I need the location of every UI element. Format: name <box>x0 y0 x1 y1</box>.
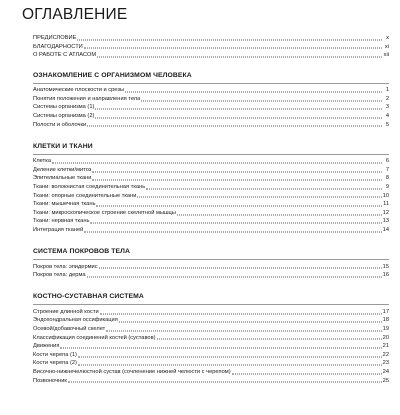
toc-entry-page: 5 <box>385 121 389 128</box>
toc-entry-label: Ткани: микроскопическое строение скелетной мышцы <box>33 209 176 216</box>
toc-entry[interactable] <box>33 334 389 343</box>
dot-leader <box>95 117 382 118</box>
dot-leader <box>52 163 382 164</box>
dot-leader <box>119 322 382 323</box>
dot-leader <box>232 373 382 374</box>
dot-leader <box>87 126 382 127</box>
dot-leader <box>92 180 382 181</box>
toc-entry[interactable] <box>33 103 389 112</box>
section-heading: ОЗНАКОМЛЕНИЕ С ОРГАНИЗМОМ ЧЕЛОВЕКА <box>33 71 389 84</box>
toc-entry-label: Ткани: опорные соединительные ткани <box>33 192 137 199</box>
toc-entry[interactable] <box>33 308 389 317</box>
dot-leader <box>96 206 382 207</box>
toc-entry-page: 4 <box>385 113 389 120</box>
toc-entry[interactable] <box>33 86 389 95</box>
toc-entry[interactable] <box>33 226 389 235</box>
toc-entry-page: 8 <box>385 175 389 182</box>
toc-entry-page: 15 <box>382 263 389 270</box>
toc-entry[interactable] <box>33 342 389 351</box>
dot-leader <box>84 48 382 49</box>
toc-entry[interactable] <box>33 121 389 130</box>
toc-entry-page: 13 <box>382 218 389 225</box>
toc-entry[interactable] <box>33 263 389 272</box>
toc-entry[interactable] <box>33 200 389 209</box>
toc-entry-label: Интеграция тканей <box>33 227 84 233</box>
toc-entry-label: Полости и оболочки <box>33 121 87 128</box>
toc-entry-label: Строение длинной кости <box>33 308 99 315</box>
toc-entry-page: 18 <box>382 317 389 324</box>
dot-leader <box>92 171 382 172</box>
toc-entry-page: 10 <box>382 192 389 199</box>
toc-entry[interactable] <box>33 209 389 218</box>
dot-leader <box>125 92 382 93</box>
toc-entry-page: 3 <box>385 104 389 111</box>
toc-entry-page: 14 <box>382 227 389 233</box>
dot-leader <box>68 382 382 383</box>
toc-entry[interactable] <box>33 351 389 360</box>
toc-entry-page: 21 <box>382 343 389 350</box>
dot-leader <box>87 276 382 277</box>
toc-entry-acknowledgements[interactable] <box>33 43 389 52</box>
toc-entry[interactable] <box>33 95 389 104</box>
dot-leader <box>100 313 382 314</box>
dot-leader <box>97 56 382 57</box>
toc-entry-label: Покров тела: эпидермис <box>33 263 98 270</box>
section-heading: КОСТНО-СУСТАВНАЯ СИСТЕМА <box>33 292 389 305</box>
dot-leader <box>106 330 381 331</box>
toc-entry[interactable] <box>33 271 389 280</box>
toc-entry-page: 25 <box>382 377 389 384</box>
page-title: ОГЛАВЛЕНИЕ <box>22 6 128 23</box>
toc-entry-label: Движения <box>33 343 60 350</box>
toc-entry-page: 1 <box>385 87 389 94</box>
toc-entry[interactable] <box>33 377 389 386</box>
toc-entry-label: Клетка <box>33 158 51 165</box>
toc-entry-page: 17 <box>382 308 389 315</box>
toc-entry[interactable] <box>33 112 389 121</box>
toc-entry-page: 9 <box>385 184 389 191</box>
toc-entry-about-atlas[interactable] <box>33 51 389 60</box>
toc-entry[interactable] <box>33 325 389 334</box>
dot-leader <box>137 197 381 198</box>
toc-entry[interactable] <box>33 157 389 166</box>
toc-entry-page: xi <box>384 43 389 50</box>
toc-entry[interactable] <box>33 359 389 368</box>
dot-leader <box>90 223 381 224</box>
toc-entry-label: Классификация соединений костей (суставов) <box>33 334 156 341</box>
toc-entry-label: Височно-нижнечелюстной сустав (сочленение нижней челюсти с черепом) <box>33 368 231 375</box>
toc-entry-page: xii <box>383 52 389 59</box>
toc-entry[interactable] <box>33 174 389 183</box>
toc-entry-label: Ткани: мышечная ткань <box>33 201 96 208</box>
toc-entry-label: Системы организма (2) <box>33 113 95 120</box>
dot-leader <box>60 347 381 348</box>
dot-leader <box>99 268 382 269</box>
dot-leader <box>146 188 382 189</box>
toc-entry[interactable] <box>33 183 389 192</box>
section-heading: КЛЕТКИ И ТКАНИ <box>33 142 389 155</box>
toc-entry-label: Системы организма (1) <box>33 104 95 111</box>
toc-entry-label: Покров тела: дерма <box>33 272 86 279</box>
toc-entry-label: Кости черепа (1) <box>33 351 77 358</box>
toc-entry[interactable] <box>33 166 389 175</box>
dot-leader <box>157 339 382 340</box>
section-heading: СИСТЕМА ПОКРОВОВ ТЕЛА <box>33 247 389 260</box>
toc-entry-label: Осевой/добавочный скелет <box>33 325 106 332</box>
dot-leader <box>78 356 382 357</box>
toc-entry[interactable] <box>33 368 389 377</box>
toc-entry-page: 22 <box>382 351 389 358</box>
toc-entry-label: Ткани: волокнистая соединительная ткань <box>33 184 146 191</box>
toc-entry-label: О РАБОТЕ С АТЛАСОМ <box>33 52 97 59</box>
dot-leader <box>78 365 382 366</box>
toc-entry-label: Кости черепа (2) <box>33 360 77 367</box>
dot-leader <box>177 214 382 215</box>
toc-entry-page: 23 <box>382 360 389 367</box>
toc-entry-page: 16 <box>382 272 389 279</box>
toc-entry-page: 6 <box>385 158 389 165</box>
dot-leader <box>77 39 382 40</box>
toc-entry[interactable] <box>33 217 389 226</box>
toc-entry-label: Деление клетки/митоз <box>33 166 92 173</box>
toc-entry[interactable] <box>33 192 389 201</box>
toc-entry-label: БЛАГОДАРНОСТИ <box>33 43 83 50</box>
toc-entry-page: 12 <box>382 209 389 216</box>
toc-entry-label: Позвоночник <box>33 377 67 384</box>
toc-entry-page: 7 <box>385 166 389 173</box>
toc-entry-label: Эпителиальные ткани <box>33 175 92 182</box>
toc-body <box>33 34 389 385</box>
toc-entry[interactable] <box>33 316 389 325</box>
toc-entry-page: 2 <box>385 95 389 102</box>
toc-entry-label: Анатомические плоскости и срезы <box>33 87 125 94</box>
toc-entry-page: x <box>386 35 389 41</box>
toc-entry-label: Ткани: нервная ткань <box>33 218 90 225</box>
toc-entry-page: 11 <box>383 201 389 208</box>
toc-entry-label: ПРЕДИСЛОВИЕ <box>33 35 77 41</box>
toc-entry-preface[interactable] <box>33 34 389 43</box>
toc-entry-page: 19 <box>382 325 389 332</box>
dot-leader <box>84 231 381 232</box>
toc-entry-page: 24 <box>382 368 389 375</box>
dot-leader <box>95 109 382 110</box>
toc-entry-label: Эндохондральная оссификация <box>33 317 118 324</box>
dot-leader <box>141 100 382 101</box>
toc-entry-page: 20 <box>382 334 389 341</box>
toc-entry-label: Понятия положения и направления тела <box>33 95 141 102</box>
